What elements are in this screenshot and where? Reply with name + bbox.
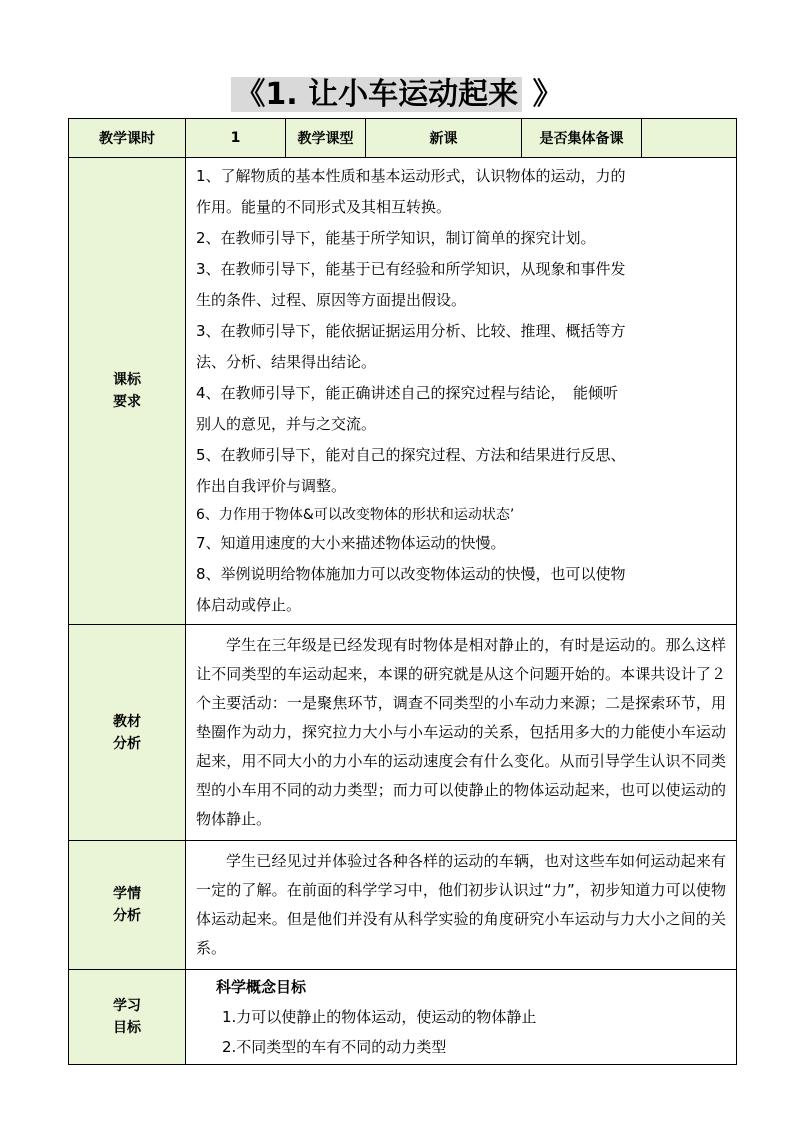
material-row xyxy=(69,625,737,841)
material-label xyxy=(69,625,186,841)
header-class-hours-label: 教学课时 xyxy=(69,119,186,158)
learner-label xyxy=(69,841,186,970)
standards-line: 2、在教师引导下，能基于所学知识，制订简单的探究计划。 xyxy=(196,229,596,247)
standards-content xyxy=(186,158,737,625)
standards-line: 7、知道用速度的大小来描述物体运动的快慢。 xyxy=(196,534,506,552)
header-lesson-type-value: 新课 xyxy=(366,119,522,158)
standards-line: 4、在教师引导下，能正确讲述自己的探究过程与结论， 能倾听 xyxy=(196,384,619,402)
header-row xyxy=(69,119,737,158)
goals-label xyxy=(69,970,186,1065)
header-lesson-type-label: 教学课型 xyxy=(286,119,366,158)
header-collective-value xyxy=(642,119,737,158)
goals-label-line2: 目标 xyxy=(113,1020,141,1036)
material-label-line1: 教材 xyxy=(113,713,141,730)
goals-content xyxy=(186,970,737,1065)
standards-line: 法、分析、结果得出结论。 xyxy=(196,353,377,371)
learner-label-line2: 分析 xyxy=(113,908,141,924)
standards-line: 别人的意见，并与之交流。 xyxy=(196,415,377,433)
goal-item: 1.力可以使静止的物体运动，使运动的物体静止 xyxy=(222,1008,537,1026)
standards-line: 作出自我评价与调整。 xyxy=(196,477,347,495)
standards-line: 3、在教师引导下，能依据证据运用分析、比较、推理、概括等方 xyxy=(196,322,626,340)
standards-row xyxy=(69,158,737,625)
standards-line: 1、了解物质的基本性质和基本运动形式，认识物体的运动，力的 xyxy=(196,167,626,185)
learner-row xyxy=(69,841,737,970)
standards-line: 6、力作用于物体&可以改变物体的形状和运动状态’ xyxy=(196,507,515,523)
goals-row xyxy=(69,970,737,1065)
standards-line: 5、在教师引导下，能对自己的探究过程、方法和结果进行反思、 xyxy=(196,446,626,464)
header-class-hours-value: 1 xyxy=(186,119,286,158)
standards-label-line2: 要求 xyxy=(113,394,141,410)
material-label-line2: 分析 xyxy=(113,735,141,752)
learner-label-line1: 学情 xyxy=(113,886,141,902)
material-content xyxy=(186,625,737,841)
standards-label xyxy=(69,158,186,625)
standards-line: 8、举例说明给物体施加力可以改变物体运动的快慢，也可以使物 xyxy=(196,565,626,583)
standards-line: 3、在教师引导下，能基于已有经验和所学知识，从现象和事件发 xyxy=(196,260,626,278)
standards-line: 生的条件、过程、原因等方面提出假设。 xyxy=(196,291,467,309)
standards-label-line1: 课标 xyxy=(113,372,141,388)
title-suffix: 》 xyxy=(522,77,563,112)
header-collective-label: 是否集体备课 xyxy=(522,119,642,158)
standards-line: 体启动或停止。 xyxy=(196,596,302,614)
learner-content xyxy=(186,841,737,970)
goals-label-line1: 学习 xyxy=(113,998,141,1014)
goals-subheading: 科学概念目标 xyxy=(216,978,307,996)
lesson-plan-table xyxy=(68,118,737,1065)
goal-item: 2.不同类型的车有不同的动力类型 xyxy=(222,1038,447,1056)
standards-line: 作用。能量的不同形式及其相互转换。 xyxy=(196,198,452,216)
title-main: 《1. 让小车运动起来 xyxy=(231,77,522,112)
document-title xyxy=(0,74,794,116)
learner-paragraph: 学生已经见过并体验过各种各样的运动的车辆，也对这些车如何运动起来有一定的了解。在前面的科学学习中，他们初步认识过“力”，初步知道力可以使物体运动起来。但是他们并没有从科学实验的角度研究小车运动与力大小之间的关系。 xyxy=(196,852,726,957)
material-paragraph: 学生在三年级是已经发现有时物体是相对静止的，有时是运动的。那么这样让不同类型的车运动起来，本课的研究就是从这个问题开始的。本课共设计了２个主要活动：一是聚焦环节，调查不同类型的小车动力来源；二是探索环节，用垫圈作为动力，探究拉力大小与小车运动的关系，包括用多大的力能使小车运动起来，用不同大小的力小车的运动速度会有什么变化。从而引导学生认识不同类型的小车用不同的动力类型；而力可以使静止的物体运动起来，也可以使运动的物体静止。 xyxy=(196,636,726,828)
